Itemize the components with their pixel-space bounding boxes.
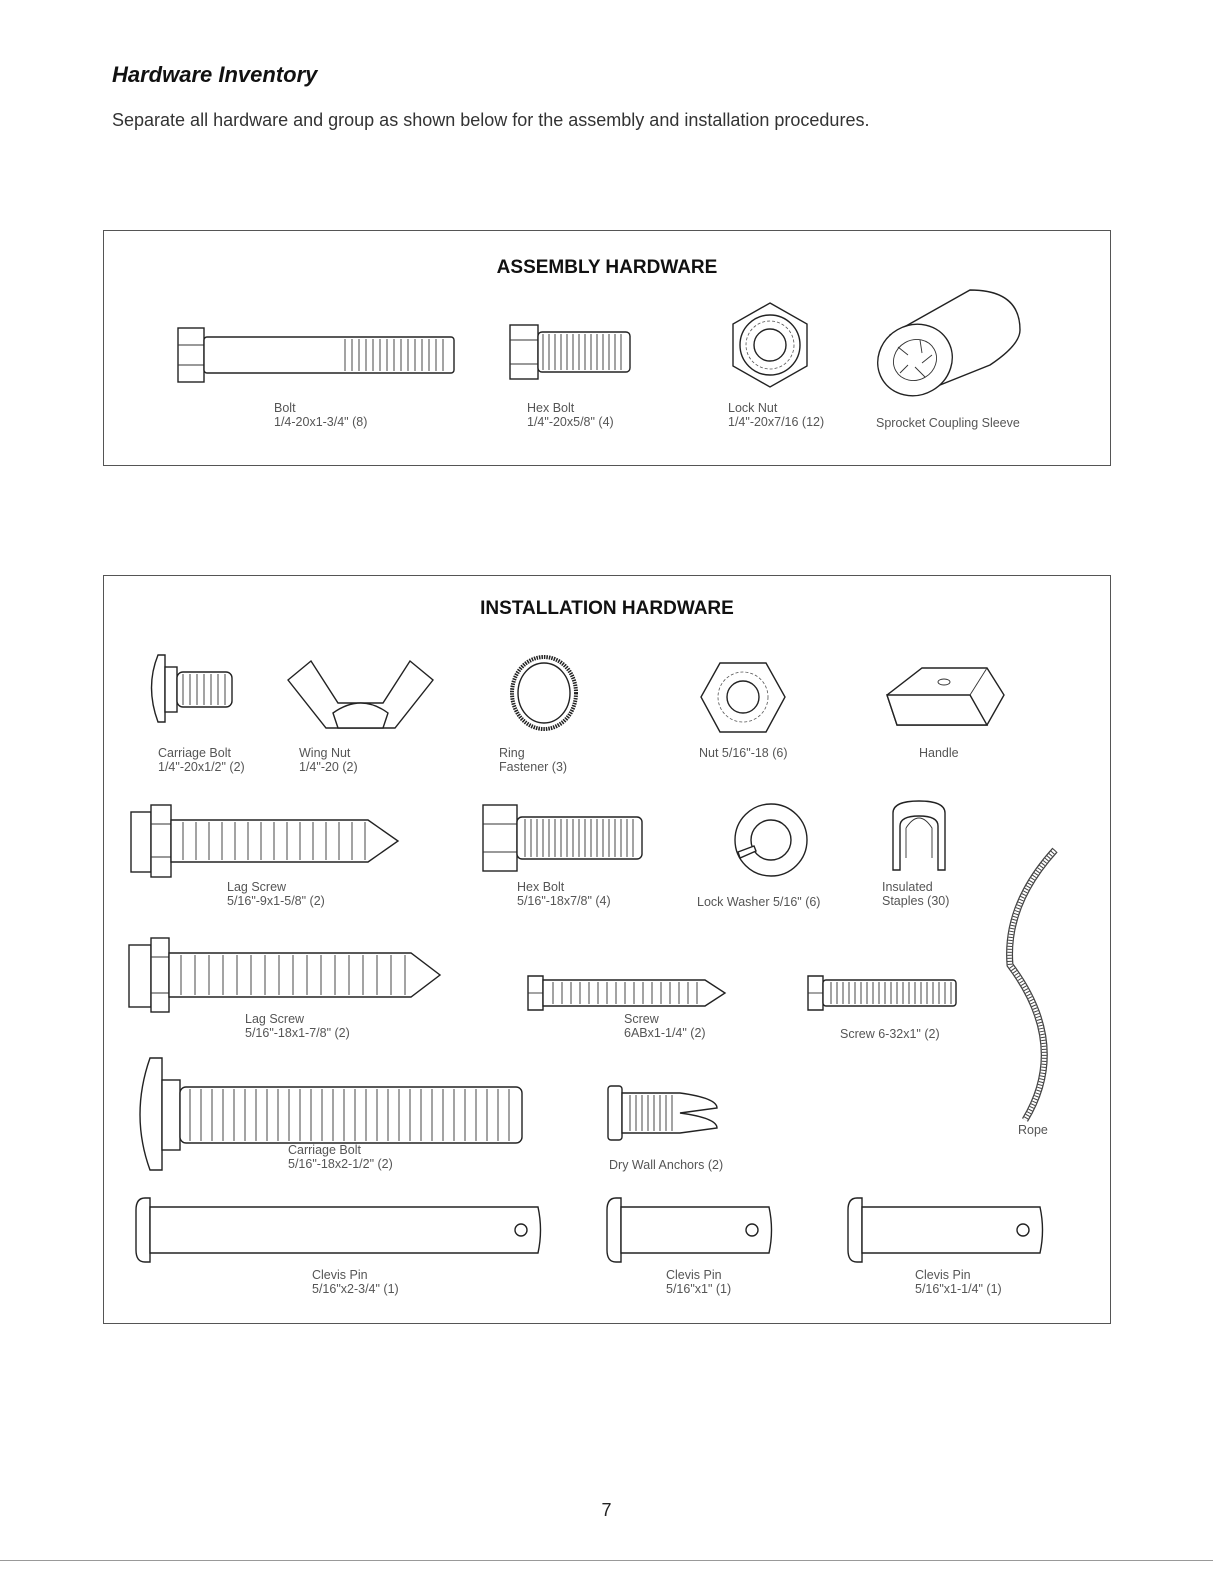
coupling-sleeve-icon bbox=[870, 285, 1030, 400]
bolt-icon bbox=[175, 325, 460, 387]
item-name: Screw bbox=[624, 1012, 659, 1026]
hex-bolt-icon bbox=[507, 322, 637, 382]
machine-screw-icon bbox=[805, 968, 960, 1018]
clevis-pin-medium-icon bbox=[845, 1195, 1050, 1265]
item-spec: 1/4"-20 (2) bbox=[299, 760, 358, 774]
item-name: Sprocket Coupling Sleeve bbox=[876, 416, 1020, 430]
item-name: Clevis Pin bbox=[312, 1268, 368, 1282]
item-name: Lock Nut bbox=[728, 401, 778, 415]
assembly-panel-title: ASSEMBLY HARDWARE bbox=[496, 257, 718, 278]
clevis-pin-short-icon bbox=[604, 1195, 779, 1265]
item-name: Wing Nut bbox=[299, 746, 351, 760]
page-number: 7 bbox=[601, 1500, 612, 1520]
hex-nut-icon bbox=[698, 660, 788, 735]
item-spec: 5/16"x2-3/4" (1) bbox=[312, 1282, 399, 1296]
lag-screw-icon bbox=[128, 802, 403, 880]
item-spec: 1/4"-20x1/2" (2) bbox=[158, 760, 245, 774]
item-name: Dry Wall Anchors (2) bbox=[609, 1158, 724, 1172]
carriage-bolt-icon bbox=[143, 652, 238, 727]
footer-rule bbox=[0, 1560, 1213, 1561]
rope-icon bbox=[1000, 845, 1070, 1130]
installation-panel-title: INSTALLATION HARDWARE bbox=[480, 598, 734, 619]
item-name: Clevis Pin bbox=[666, 1268, 722, 1282]
item-name: Hex Bolt bbox=[517, 880, 565, 894]
lock-nut-icon bbox=[725, 300, 815, 390]
item-name: Nut 5/16"-18 (6) bbox=[699, 746, 788, 760]
item-spec: 5/16"x1" (1) bbox=[666, 1282, 732, 1296]
item-name: Clevis Pin bbox=[915, 1268, 971, 1282]
clevis-pin-long-icon bbox=[133, 1195, 548, 1265]
item-spec: 5/16"-18x7/8" (4) bbox=[517, 894, 611, 908]
item-spec: 5/16"-9x1-5/8" (2) bbox=[227, 894, 325, 908]
item-name: Lag Screw bbox=[227, 880, 287, 894]
item-name: Bolt bbox=[274, 401, 296, 415]
item-name: Lag Screw bbox=[245, 1012, 305, 1026]
lag-screw-long-icon bbox=[126, 935, 444, 1015]
item-name: Carriage Bolt bbox=[158, 746, 231, 760]
page-title: Hardware Inventory bbox=[112, 62, 318, 87]
item-spec: Fastener (3) bbox=[499, 760, 568, 774]
item-spec: 5/16"-18x1-7/8" (2) bbox=[245, 1026, 350, 1040]
hex-bolt-icon-2 bbox=[480, 802, 650, 874]
item-name: Handle bbox=[919, 746, 959, 760]
item-name: Rope bbox=[1018, 1123, 1048, 1137]
item-spec: 1/4-20x1-3/4" (8) bbox=[274, 415, 368, 429]
item-spec: 1/4"-20x7/16 (12) bbox=[728, 415, 825, 429]
wing-nut-icon bbox=[283, 658, 438, 733]
ring-fastener-icon bbox=[508, 653, 580, 733]
item-name: Ring bbox=[499, 746, 525, 760]
item-name: Insulated bbox=[882, 880, 933, 894]
item-spec: 1/4"-20x5/8" (4) bbox=[527, 415, 614, 429]
screw-icon bbox=[525, 968, 730, 1018]
item-spec: 5/16"-18x2-1/2" (2) bbox=[288, 1157, 393, 1171]
intro-text: Separate all hardware and group as shown below for the assembly and installation procedures. bbox=[112, 110, 870, 130]
item-name: Lock Washer 5/16" (6) bbox=[697, 895, 821, 909]
drywall-anchor-icon bbox=[605, 1083, 725, 1143]
item-name: Carriage Bolt bbox=[288, 1143, 361, 1157]
item-spec: 5/16"x1-1/4" (1) bbox=[915, 1282, 1002, 1296]
lock-washer-icon bbox=[730, 800, 812, 880]
item-spec: Staples (30) bbox=[882, 894, 950, 908]
item-name: Screw 6-32x1" (2) bbox=[840, 1027, 940, 1041]
item-name: Hex Bolt bbox=[527, 401, 575, 415]
insulated-staple-icon bbox=[888, 798, 950, 874]
handle-icon bbox=[882, 660, 1012, 735]
item-spec: 6ABx1-1/4" (2) bbox=[624, 1026, 706, 1040]
